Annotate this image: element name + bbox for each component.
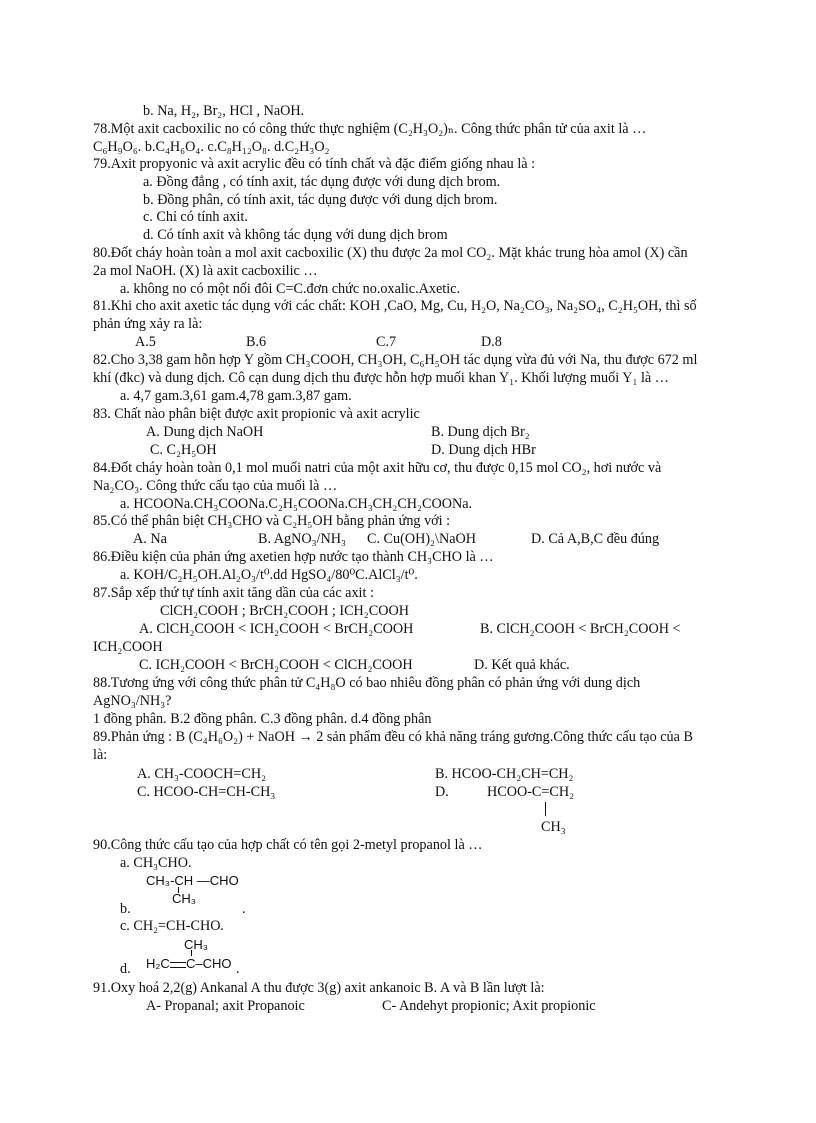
q91-option-c: C- Andehyt propionic; Axit propionic [382,998,596,1014]
q81-line2: phản ứng xảy ra là: [93,316,203,332]
q81-line1: 81.Khi cho axit axetic tác dụng với các chất: KOH ,CaO, Mg, Cu, H₂O, Na₂CO₃, Na₂SO₄, C₂H₅OH, thì số [93,298,697,314]
q79-option-d: d. Có tính axit và không tác dụng với dung dịch brom [143,227,448,243]
q90-question: 90.Công thức cấu tạo của hợp chất có tên gọi 2-metyl propanol là … [93,837,483,853]
q91-question: 91.Oxy hoá 2,2(g) Ankanal A thu được 3(g) axit ankanoic B. A và B lần lượt là: [93,980,545,996]
q79-question: 79.Axit propyonic và axit acrylic đều có tính chất và đặc điểm giống nhau là : [93,156,536,172]
q89-option-a: A. CH₃-COOCH=CH₂ [137,766,267,782]
q87-option-b: B. ClCH₂COOH < BrCH₂COOH < [480,621,681,637]
q85-question: 85.Có thể phân biệt CH₃CHO và C₂H₅OH bằng phản ứng với : [93,513,451,529]
q79-option-b: b. Đồng phân, có tính axit, tác dụng được với dung dịch brom. [143,192,498,208]
q82-line1: 82.Cho 3,38 gam hỗn hợp Y gồm CH₃COOH, CH₃OH, C₆H₅OH tác dụng vừa đủ với Na, thu được 672 ml [93,352,698,368]
q87-option-d: D. Kết quả khác. [474,657,570,673]
q87-option-c: C. ICH₂COOH < BrCH₂COOH < ClCH₂COOH [139,657,413,673]
q86-question: 86.Điều kiện của phản ứng axetien hợp nước tạo thành CH₃CHO là … [93,549,494,565]
q90-option-a: a. CH₃CHO. [120,855,192,871]
q84-line1: 84.Đốt cháy hoàn toàn 0,1 mol muối natri của một axit hữu cơ, thu được 0,15 mol CO₂, hơi nước và [93,460,662,476]
q90-option-b-main: CH₃-CH —CHO [146,873,239,888]
q89-option-c: C. HCOO-CH=CH-CH₃ [137,784,276,800]
q90-option-d-dot: . [236,961,240,977]
q81-option-d: D.8 [481,334,502,350]
q85-option-a: A. Na [133,531,167,547]
q83-option-c: C. C₂H₅OH [150,442,217,458]
q86-answer: a. KOH/C₂H₅OH.Al₂O₃/t⁰.dd HgSO₄/80⁰C.AlCl₃/t⁰. [120,567,418,583]
q89-option-b: B. HCOO-CH₂CH=CH₂ [435,766,574,782]
q90-option-b-dot: . [242,901,246,917]
q84-line2: Na₂CO₃. Công thức cấu tạo của muối là … [93,478,338,494]
q85-option-c: C. Cu(OH)₂\NaOH [367,531,476,547]
q80-line2: 2a mol NaOH. (X) là axit cacboxilic … [93,263,318,279]
q90-option-b-label: b. [120,901,131,917]
q87-option-a: A. ClCH₂COOH < ICH₂COOH < BrCH₂COOH [139,621,414,637]
q89-branch-bond [545,802,546,816]
q79-option-a: a. Đồng đẳng , có tính axit, tác dụng được với dung dịch brom. [143,174,501,190]
q77-option-b: b. Na, H₂, Br₂, HCl , NaOH. [143,103,305,119]
q88-line1: 88.Tương ứng với công thức phân tử C₄H₈O có bao nhiêu đồng phân có phản ứng với dung dịch [93,675,641,691]
q85-option-b: B. AgNO₃/NH₃ [258,531,346,547]
double-bond-line [170,962,186,968]
q91-option-a: A- Propanal; axit Propanoic [146,998,305,1014]
q89-option-d-label: D. [435,784,449,800]
q85-option-d: D. Cả A,B,C đều đúng [531,531,660,547]
q90-option-d-h2c: H₂C [146,956,170,971]
q88-answers: 1 đồng phân. B.2 đồng phân. C.3 đồng phân. d.4 đồng phân [93,711,432,727]
q89-line2: là: [93,747,108,763]
q89-option-d-formula: HCOO-C=CH₂ [487,784,575,800]
q88-line2: AgNO₃/NH₃? [93,693,172,709]
q87-option-b-cont: ICH₂COOH [93,639,163,655]
q83-question: 83. Chất nào phân biệt được axit propionic và axit acrylic [93,406,420,422]
q89-line1: 89.Phản ứng : B (C₄H₆O₂) + NaOH → 2 sản phẩm đều có khả năng tráng gương.Công thức cấu tạo của B [93,729,693,745]
q78-question: 78.Một axit cacboxilic no có công thức thực nghiệm (C₂H₃O₂)ₙ. Công thức phân tử của axit là … [93,121,647,137]
q79-option-c: c. Chỉ có tính axit. [143,209,248,225]
q81-option-b: B.6 [246,334,267,350]
q80-answer: a. không no có một nối đôi C=C.đơn chức no.oxalic.Axetic. [120,281,460,297]
q87-question: 87.Sắp xếp thứ tự tính axit tăng dần của các axit : [93,585,374,601]
q87-compounds: ClCH₂COOH ; BrCH₂COOH ; ICH₂COOH [160,603,409,619]
q90-option-d-rest: C–CHO [186,956,232,971]
q83-option-d: D. Dung dịch HBr [431,442,536,458]
q83-option-b: B. Dung dịch Br₂ [431,424,530,440]
q90-option-d-branch: CH₃ [184,937,209,952]
q78-answers: C₆H₉O₆. b.C₄H₆O₄. c.C₈H₁₂O₈. d.C₂H₃O₂ [93,139,330,155]
q89-option-d-branch: CH₃ [541,819,566,835]
q81-option-a: A.5 [135,334,156,350]
q90-option-b-branch: CH₃ [172,891,197,906]
q84-answer: a. HCOONa.CH₃COONa.C₂H₅COONa.CH₃CH₂CH₂COONa. [120,496,473,512]
q82-answer: a. 4,7 gam.3,61 gam.4,78 gam.3,87 gam. [120,388,352,404]
q83-option-a: A. Dung dịch NaOH [146,424,264,440]
q82-line2: khí (đkc) và dung dịch. Cô cạn dung dịch thu được hỗn hợp muối khan Y₁. Khối lượng muối Y₁ là … [93,370,669,386]
q90-option-d-label: d. [120,961,131,977]
q80-line1: 80.Đốt cháy hoàn toàn a mol axit cacboxilic (X) thu được 2a mol CO₂. Mặt khác trung hòa amol (X) cần [93,245,688,261]
q90-option-c: c. CH₂=CH-CHO. [120,918,224,934]
q81-option-c: C.7 [376,334,397,350]
